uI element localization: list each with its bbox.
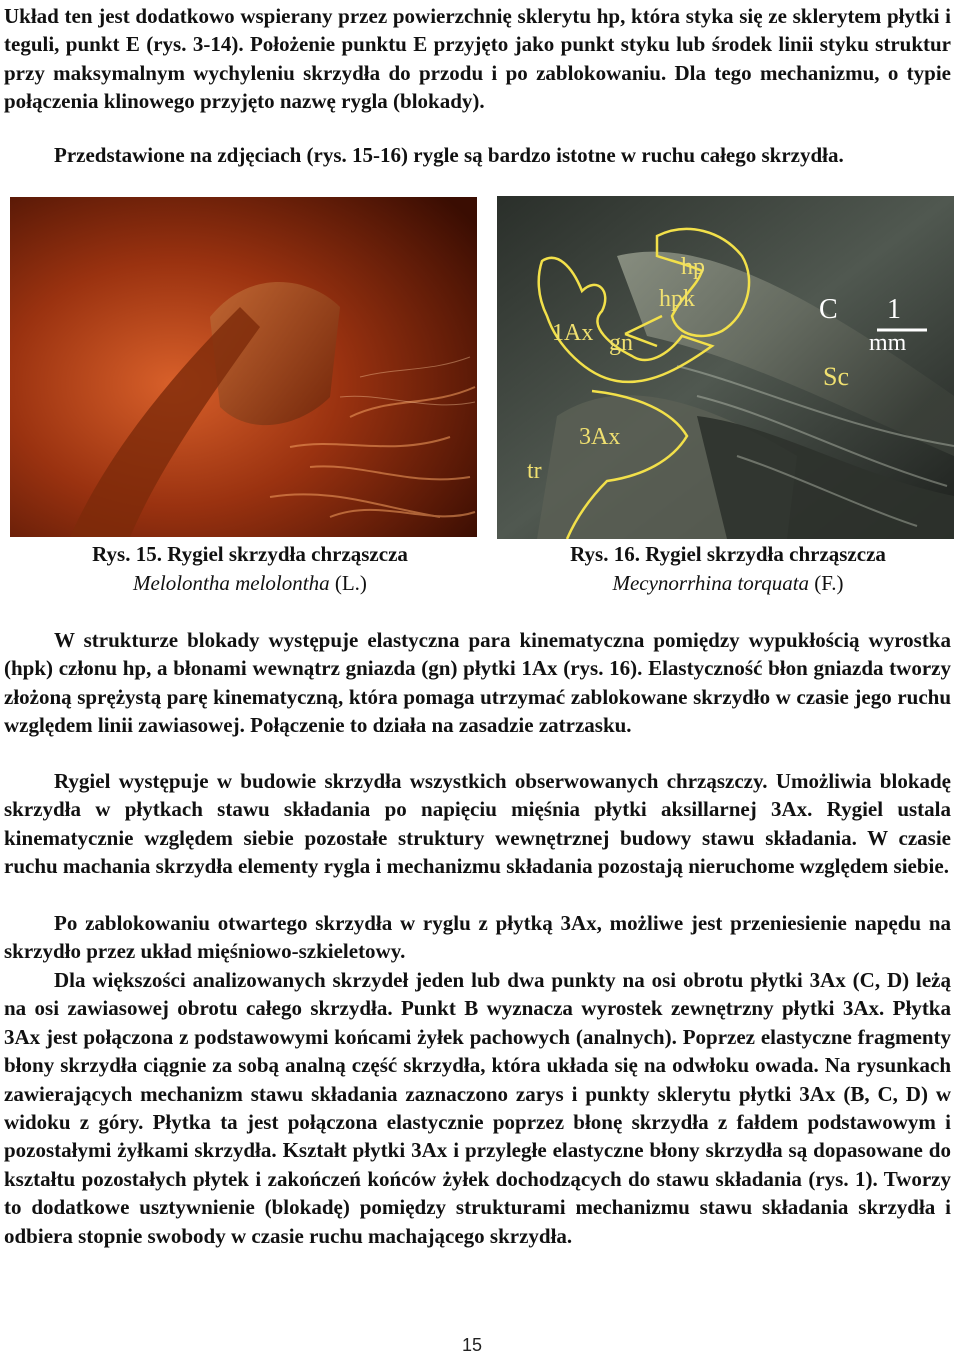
label-3ax: 3Ax	[579, 424, 621, 450]
figure-16-photo	[497, 196, 954, 539]
scale-value: 1	[887, 294, 901, 325]
label-sc: Sc	[823, 362, 849, 391]
paragraph-2: Przedstawione na zdjęciach (rys. 15-16) rygle są bardzo istotne w ruchu całego skrzydła.	[54, 143, 844, 167]
label-tr: tr	[527, 458, 542, 484]
figure-16-species: Mecynorrhina torquata	[612, 571, 810, 595]
figure-16-caption	[518, 540, 938, 598]
figure-15-photo	[10, 197, 477, 537]
label-c: C	[819, 294, 838, 325]
figure-15-author: (L.)	[334, 571, 367, 595]
label-gn: gn	[609, 330, 633, 356]
paragraph-3: W strukturze blokady występuje elastyczna para kinematyczna pomiędzy wypukłością wyrostka (hpk) członu hp, a błonami wewnątrz gniazda (gn) płytki 1Ax (rys. 16). Elastyczność błon gniazda tworzy złożoną sprężystą parę kinematyczną, która pomaga utrzymać zablokowane skrzydło w czasie jego ruchu względem linii zawiasowej. Połączenie to działa na zasadzie zatrzasku.	[4, 628, 951, 738]
paragraph-4: Rygiel występuje w budowie skrzydła wszystkich obserwowanych chrząszczy. Umożliwia blokadę skrzydła w płytkach stawu składania po napięciu mięśnia płytki aksillarnej 3Ax. Rygiel ustala kinematycznie względem siebie pozostałe struktury wewnętrznej budowy stawu składania. W czasie ruchu machania skrzydła elementy rygla i mechanizmu składania pozostają nieruchome względem siebie.	[4, 769, 951, 879]
label-hp: hp	[681, 254, 705, 280]
label-hpk: hpk	[659, 286, 695, 312]
figure-15-caption	[60, 540, 440, 598]
scale-unit: mm	[869, 330, 907, 356]
label-1ax: 1Ax	[552, 320, 594, 346]
figure-15-species: Melolontha melolontha	[133, 571, 330, 595]
figure-16-title: Rys. 16. Rygiel skrzydła chrząszcza	[570, 542, 886, 566]
page-number: 15	[461, 1335, 483, 1355]
paragraph-1: Układ ten jest dodatkowo wspierany przez powierzchnię sklerytu hp, która styka się ze sklerytem płytki i teguli, punkt E (rys. 3-14). Położenie punktu E przyjęto jako punkt styku lub środek linii styku struktur przy maksymalnym wychyleniu skrzydła do przodu i po zablokowaniu. Dla tego mechanizmu, o typie połączenia klinowego przyjęto nazwę rygla (blokady).	[4, 4, 951, 114]
paragraph-5: Po zablokowaniu otwartego skrzydła w ryglu z płytką 3Ax, możliwe jest przeniesienie napędu na skrzydło przez układ mięśniowo-szkieletowy.	[4, 911, 951, 964]
figure-15-title: Rys. 15. Rygiel skrzydła chrząszcza	[92, 542, 408, 566]
figure-16-author: (F.)	[814, 571, 844, 595]
beetle-hinge-photo-15	[10, 197, 477, 537]
paragraph-6: Dla większości analizowanych skrzydeł jeden lub dwa punkty na osi obrotu płytki 3Ax (C, D) leżą na osi zawiasowej obrotu całego skrzydła. Punkt B wyznacza wyrostek zewnętrzny płytki 3Ax. Płytka 3Ax jest połączona z podstawowymi końcami żyłek pachowych (analnych). Poprzez elastyczne fragmenty błony skrzydła ciągnie za sobą analną część skrzydła, która układa się na odwłoku owada. Na rysunkach zawierających mechanizm stawu składania zaznaczono zarys i punkty sklerytu płytki 3Ax (B, C, D) w widoku z góry. Płytka ta jest połączona elastycznie poprzez błonę skrzydła z fałdem podstawowym i pozostałymi żyłkami skrzydła. Kształt płytki 3Ax i przyległe elastyczne błony skrzydła są dopasowane do kształtu pozostałych płytek i zakończeń końców żyłek dochodzących do stawu składania (rys. 1). Tworzy to dodatkowe usztywnienie (blokadę) pomiędzy strukturami mechanizmu stawu składania skrzydła i odbiera stopnie swobody w czasie ruchu machającego skrzydła.	[4, 968, 951, 1248]
